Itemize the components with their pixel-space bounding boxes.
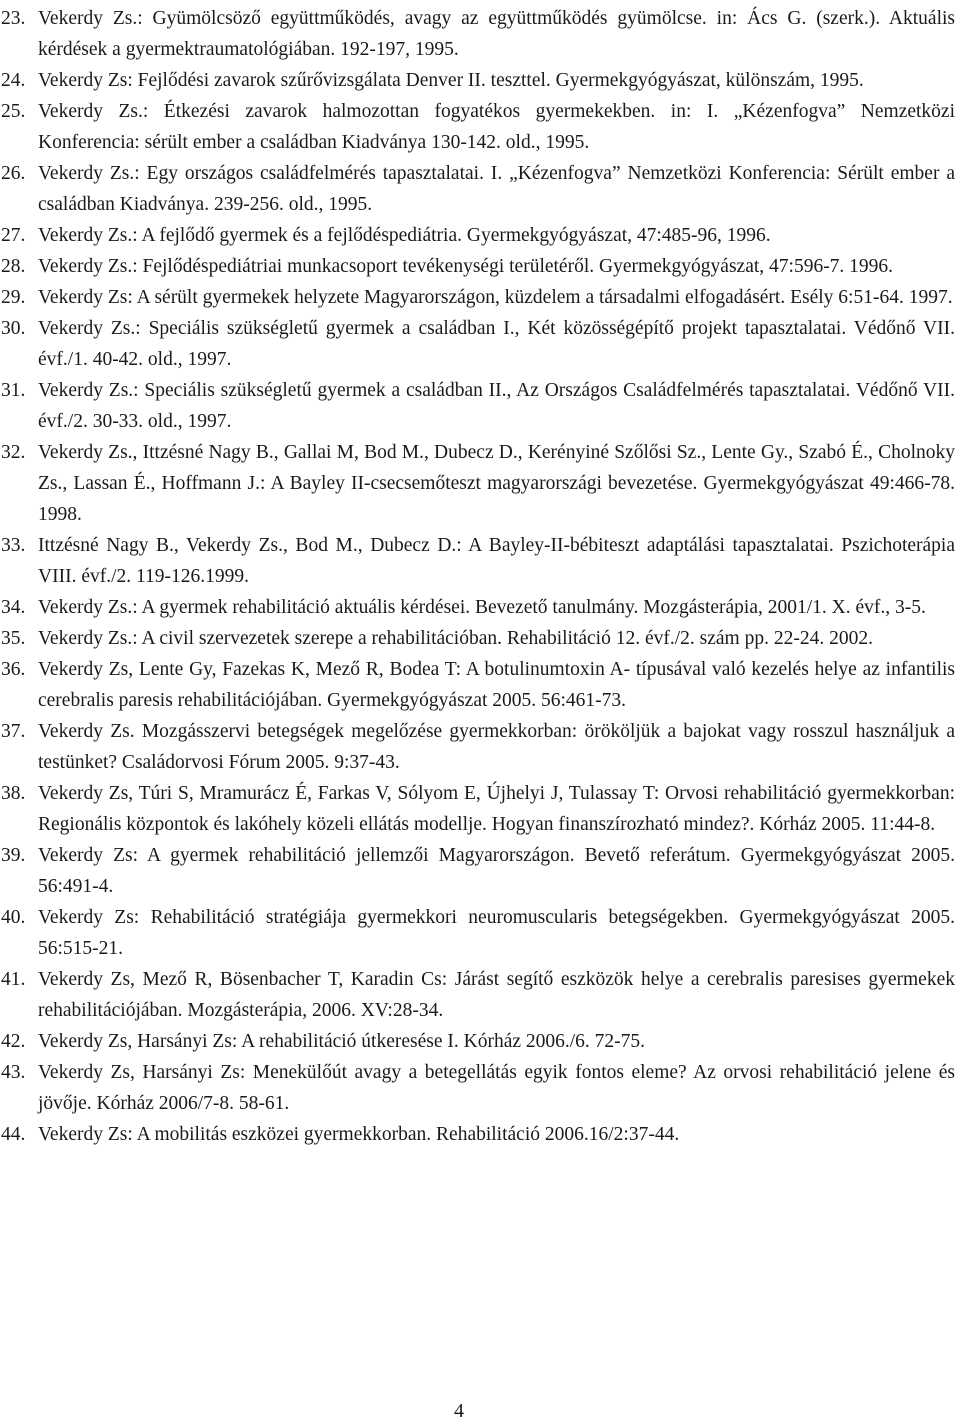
reference-number: 35.: [1, 628, 26, 649]
reference-item: [0, 1119, 960, 1150]
reference-text: Vekerdy Zs: A gyermek rehabilitáció jellemzői Magyarországon. Bevető referátum. Gyermekgyógyászat 2005. 56:491-4.: [38, 845, 955, 897]
page-number: 4: [454, 1400, 464, 1422]
reference-list: [0, 3, 960, 1150]
reference-text: Vekerdy Zs.: Gyümölcsöző együttműködés, avagy az együttműködés gyümölcse. in: Ács G. (szerk.). Aktuális kérdések a gyermektraumatológiában. 192-197, 1995.: [38, 8, 955, 60]
reference-number: 38.: [1, 783, 26, 804]
reference-number: 40.: [1, 907, 26, 928]
reference-item: [0, 220, 960, 251]
reference-text: Vekerdy Zs, Lente Gy, Fazekas K, Mező R, Bodea T: A botulinumtoxin A- típusával való kezelés helye az infantilis cerebralis paresis rehabilitációjában. Gyermekgyógyászat 2005. 56:461-73.: [38, 659, 955, 711]
reference-number: 39.: [1, 845, 26, 866]
reference-text: Ittzésné Nagy B., Vekerdy Zs., Bod M., Dubecz D.: A Bayley-II-bébiteszt adaptálási tapasztalatai. Pszichoterápia VIII. évf./2. 119-126.1999.: [38, 535, 955, 587]
reference-text: Vekerdy Zs.: A civil szervezetek szerepe a rehabilitációban. Rehabilitáció 12. évf./2. szám pp. 22-24. 2002.: [38, 628, 873, 649]
reference-text: Vekerdy Zs, Harsányi Zs: A rehabilitáció útkeresése I. Kórház 2006./6. 72-75.: [38, 1031, 646, 1052]
reference-item: [0, 65, 960, 96]
reference-text: Vekerdy Zs.: A fejlődő gyermek és a fejlődéspediátria. Gyermekgyógyászat, 47:485-96, 1996.: [38, 225, 771, 246]
reference-item: [0, 3, 960, 65]
reference-number: 29.: [1, 287, 26, 308]
reference-number: 24.: [1, 70, 26, 91]
reference-number: 32.: [1, 442, 26, 463]
reference-text: Vekerdy Zs: Rehabilitáció stratégiája gyermekkori neuromuscularis betegségekben. Gyermekgyógyászat 2005. 56:515-21.: [38, 907, 955, 959]
reference-item: [0, 840, 960, 902]
reference-item: [0, 964, 960, 1026]
reference-item: [0, 96, 960, 158]
reference-item: [0, 778, 960, 840]
reference-item: [0, 1026, 960, 1057]
reference-item: [0, 313, 960, 375]
reference-item: [0, 375, 960, 437]
reference-number: 44.: [1, 1124, 26, 1145]
reference-item: [0, 251, 960, 282]
reference-number: 26.: [1, 163, 26, 184]
reference-text: Vekerdy Zs: A sérült gyermekek helyzete Magyarországon, küzdelem a társadalmi elfogadásért. Esély 6:51-64. 1997.: [38, 287, 953, 308]
reference-text: Vekerdy Zs: Fejlődési zavarok szűrővizsgálata Denver II. teszttel. Gyermekgyógyászat, különszám, 1995.: [38, 70, 864, 91]
reference-text: Vekerdy Zs: A mobilitás eszközei gyermekkorban. Rehabilitáció 2006.16/2:37-44.: [38, 1124, 680, 1145]
reference-item: [0, 530, 960, 592]
reference-number: 42.: [1, 1031, 26, 1052]
reference-number: 27.: [1, 225, 26, 246]
reference-text: Vekerdy Zs., Ittzésné Nagy B., Gallai M, Bod M., Dubecz D., Kerényiné Szőlősi Sz., Lente Gy., Szabó É., Cholnoky Zs., Lassan É., Hoffmann J.: A Bayley II-csecsemőteszt magyarországi bevezetése. Gyermekgyógyászat 49:466-78. 1998.: [38, 442, 955, 525]
reference-number: 31.: [1, 380, 26, 401]
reference-text: Vekerdy Zs, Mező R, Bösenbacher T, Karadin Cs: Járást segítő eszközök helye a cerebralis paresises gyermekek rehabilitációjában. Mozgásterápia, 2006. XV:28-34.: [38, 969, 955, 1021]
reference-item: [0, 592, 960, 623]
reference-number: 41.: [1, 969, 26, 990]
reference-text: Vekerdy Zs.: A gyermek rehabilitáció aktuális kérdései. Bevezető tanulmány. Mozgásterápia, 2001/1. X. évf., 3-5.: [38, 597, 926, 618]
reference-number: 34.: [1, 597, 26, 618]
reference-text: Vekerdy Zs.: Fejlődéspediátriai munkacsoport tevékenységi területéről. Gyermekgyógyászat, 47:596-7. 1996.: [38, 256, 894, 277]
reference-text: Vekerdy Zs.: Speciális szükségletű gyermek a családban I., Két közösségépítő projekt tapasztalatai. Védőnő VII. évf./1. 40-42. old., 1997.: [38, 318, 955, 370]
reference-number: 37.: [1, 721, 26, 742]
reference-number: 28.: [1, 256, 26, 277]
reference-text: Vekerdy Zs.: Speciális szükségletű gyermek a családban II., Az Országos Családfelmérés tapasztalatai. Védőnő VII. évf./2. 30-33. old., 1997.: [38, 380, 955, 432]
reference-text: Vekerdy Zs. Mozgásszervi betegségek megelőzése gyermekkorban: örököljük a bajokat vagy rosszul használjuk a testünket? Családorvosi Fórum 2005. 9:37-43.: [38, 721, 955, 773]
reference-text: Vekerdy Zs, Túri S, Mramurácz É, Farkas V, Sólyom E, Újhelyi J, Tulassay T: Orvosi rehabilitáció gyermekkorban: Regionális központok és lakóhely közeli ellátás modellje. Hogyan finanszírozható mindez?. Kórház 2005. 11:44-8.: [38, 783, 955, 835]
reference-number: 30.: [1, 318, 26, 339]
reference-number: 36.: [1, 659, 26, 680]
reference-item: [0, 902, 960, 964]
reference-number: 33.: [1, 535, 26, 556]
reference-item: [0, 1057, 960, 1119]
reference-item: [0, 282, 960, 313]
reference-text: Vekerdy Zs.: Étkezési zavarok halmozottan fogyatékos gyermekekben. in: I. „Kézenfogva” Nemzetközi Konferencia: sérült ember a családban Kiadványa 130-142. old., 1995.: [38, 101, 955, 153]
reference-number: 23.: [1, 8, 26, 29]
reference-number: 43.: [1, 1062, 26, 1083]
reference-number: 25.: [1, 101, 26, 122]
reference-item: [0, 654, 960, 716]
reference-item: [0, 158, 960, 220]
reference-text: Vekerdy Zs.: Egy országos családfelmérés tapasztalatai. I. „Kézenfogva” Nemzetközi Konferencia: Sérült ember a családban Kiadványa. 239-256. old., 1995.: [38, 163, 955, 215]
reference-item: [0, 716, 960, 778]
reference-text: Vekerdy Zs, Harsányi Zs: Menekülőút avagy a betegellátás egyik fontos eleme? Az orvosi rehabilitáció jelene és jövője. Kórház 2006/7-8. 58-61.: [38, 1062, 955, 1114]
reference-item: [0, 437, 960, 530]
reference-item: [0, 623, 960, 654]
